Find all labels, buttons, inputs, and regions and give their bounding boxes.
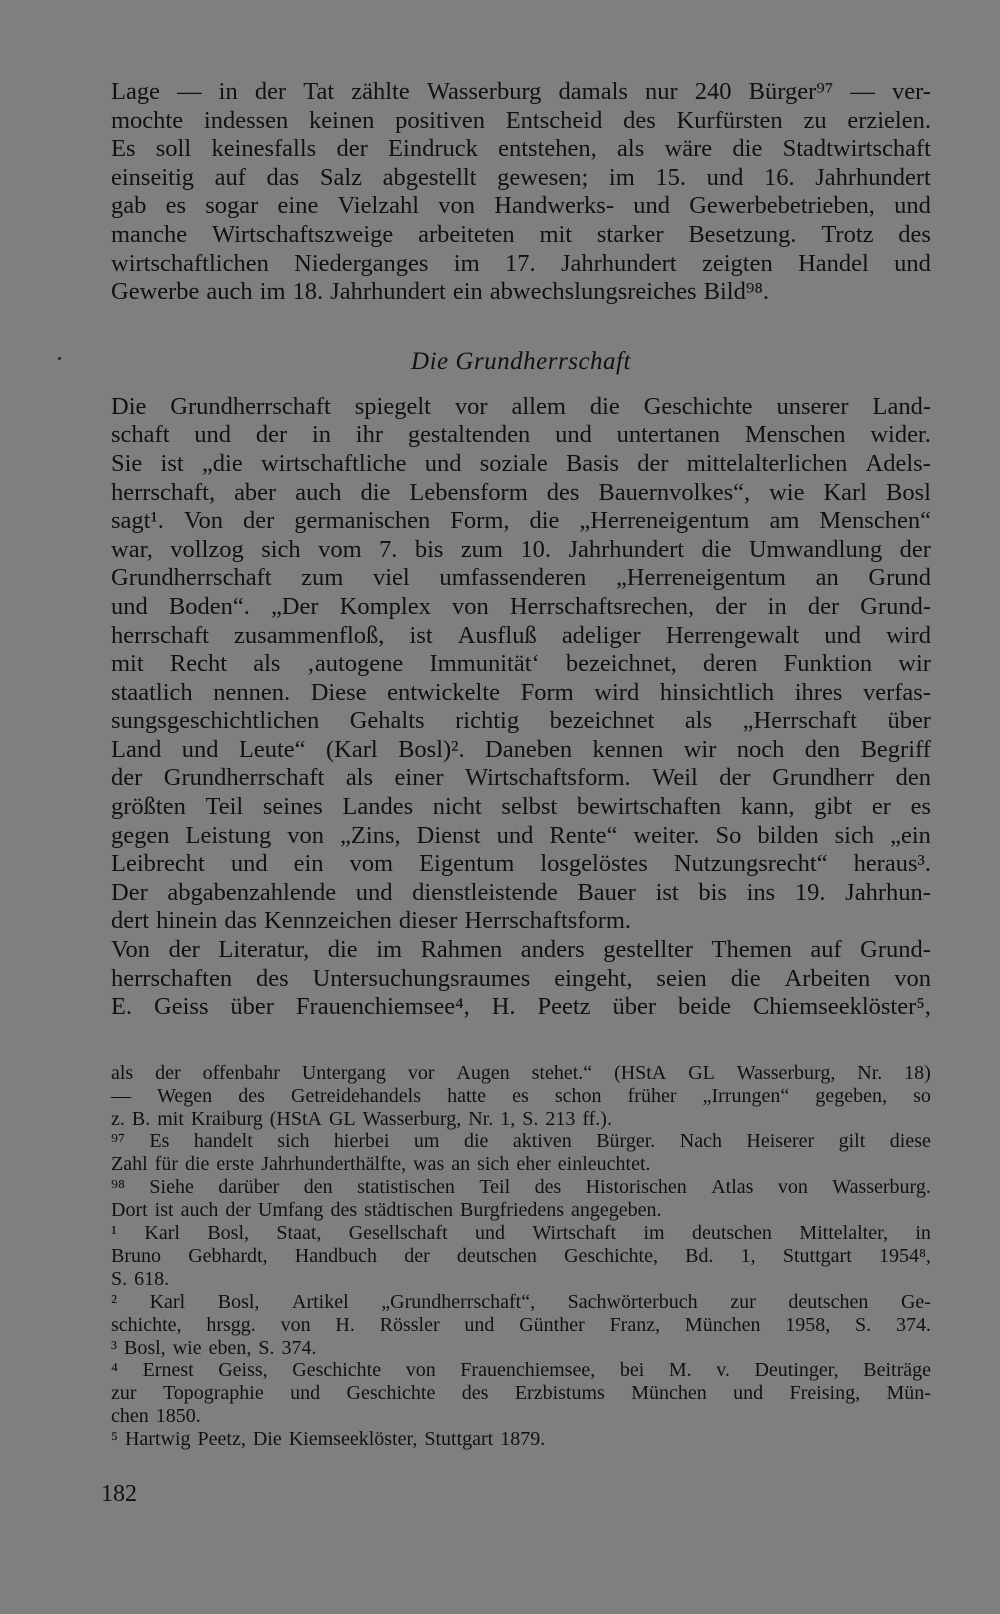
- footnote-line: Zahl für die erste Jahrhunderthälfte, was an sich eher einleuchtet.: [111, 1153, 651, 1176]
- body-line: Land und Leute“ (Karl Bosl)². Daneben kennen wir noch den Begriff: [111, 735, 931, 763]
- page-number: 182: [101, 1481, 137, 1507]
- section-heading: Die Grundherrschaft: [411, 347, 631, 375]
- body-line: Lage — in der Tat zählte Wasserburg damals nur 240 Bürger⁹⁷ — ver-: [111, 78, 931, 105]
- footnote-line: ⁵ Hartwig Peetz, Die Kiemseeklöster, Stuttgart 1879.: [111, 1428, 546, 1451]
- section-paragraph: [111, 393, 931, 1022]
- footnote-line: ² Karl Bosl, Artikel „Grundherrschaft“, Sachwörterbuch zur deutschen Ge-: [111, 1290, 931, 1313]
- body-line: der Grundherrschaft als einer Wirtschaftsform. Weil der Grundherr den: [111, 764, 931, 792]
- footnote-line: — Wegen des Getreidehandels hatte es schon früher „Irrungen“ gegeben, so: [111, 1084, 931, 1107]
- footnote-line: z. B. mit Kraiburg (HStA GL Wasserburg, Nr. 1, S. 213 ff.).: [111, 1107, 612, 1130]
- footnote-line: S. 618.: [111, 1267, 170, 1290]
- body-line: Von der Literatur, die im Rahmen anders gestellter Themen auf Grund-: [111, 936, 931, 964]
- footnote-line: schichte, hrsgg. von H. Rössler und Günther Franz, München 1958, S. 374.: [111, 1313, 931, 1336]
- footnote-line: Dort ist auch der Umfang des städtischen Burgfriedens angegeben.: [111, 1199, 662, 1222]
- body-line: staatlich nennen. Diese entwickelte Form wird hinsichtlich ihres verfas-: [111, 678, 931, 706]
- footnotes: [111, 1062, 931, 1451]
- body-line: gab es sogar eine Vielzahl von Handwerks- und Gewerbebetrieben, und: [111, 192, 931, 220]
- body-line: größten Teil seines Landes nicht selbst bewirtschaften kann, gibt er es: [111, 793, 931, 821]
- footnote-line: ⁴ Ernest Geiss, Geschichte von Frauenchiemsee, bei M. v. Deutinger, Beiträge: [111, 1359, 931, 1382]
- body-line: Sie ist „die wirtschaftliche und soziale Basis der mittelalterlichen Adels-: [111, 449, 931, 477]
- body-line: mit Recht als ‚autogene Immunität‘ bezeichnet, deren Funktion wir: [111, 650, 931, 678]
- body-line: wirtschaftlichen Niederganges im 17. Jahrhundert zeigten Handel und: [111, 249, 931, 277]
- body-line: gegen Leistung von „Zins, Dienst und Rente“ weiter. So bilden sich „ein: [111, 821, 931, 849]
- body-line: manche Wirtschaftszweige arbeiteten mit starker Besetzung. Trotz des: [111, 220, 931, 248]
- page-content: [111, 78, 931, 1451]
- body-line: herrschaft zusammenfloß, ist Ausfluß adeliger Herrengewalt und wird: [111, 621, 931, 649]
- footnote-line: ³ Bosl, wie eben, S. 374.: [111, 1336, 317, 1359]
- body-line: und Boden“. „Der Komplex von Herrschaftsrechen, der in der Grund-: [111, 592, 931, 620]
- body-line: sagt¹. Von der germanischen Form, die „Herreneigentum am Menschen“: [111, 507, 931, 535]
- footnote-line: chen 1850.: [111, 1405, 201, 1428]
- intro-paragraph: [111, 78, 931, 307]
- body-line: Der abgabenzahlende und dienstleistende Bauer ist bis ins 19. Jahrhun-: [111, 878, 931, 906]
- body-line: Grundherrschaft zum viel umfassenderen „Herreneigentum an Grund: [111, 564, 931, 592]
- body-line: herrschaft, aber auch die Lebensform des Bauernvolkes“, wie Karl Bosl: [111, 478, 931, 506]
- body-line: schaft und der in ihr gestaltenden und untertanen Menschen wider.: [111, 421, 931, 449]
- body-line: sungsgeschichtlichen Gehalts richtig bezeichnet als „Herrschaft über: [111, 707, 931, 735]
- body-line: einseitig auf das Salz abgestellt gewesen; im 15. und 16. Jahrhundert: [111, 163, 931, 191]
- footnote-line: ⁹⁷ Es handelt sich hierbei um die aktiven Bürger. Nach Heiserer gilt diese: [111, 1130, 931, 1153]
- body-line: mochte indessen keinen positiven Entscheid des Kurfürsten zu erzielen.: [111, 106, 931, 134]
- body-line: dert hinein das Kennzeichen dieser Herrschaftsform.: [111, 907, 632, 935]
- body-line: Es soll keinesfalls der Eindruck entstehen, als wäre die Stadtwirtschaft: [111, 135, 931, 163]
- body-line: war, vollzog sich vom 7. bis zum 10. Jahrhundert die Umwandlung der: [111, 535, 931, 563]
- footnote-line: Bruno Gebhardt, Handbuch der deutschen Geschichte, Bd. 1, Stuttgart 1954⁸,: [111, 1244, 931, 1267]
- body-line: Leibrecht und ein vom Eigentum losgelöstes Nutzungsrecht“ heraus³.: [111, 850, 931, 878]
- footnote-line: ¹ Karl Bosl, Staat, Gesellschaft und Wirtschaft im deutschen Mittelalter, in: [111, 1222, 931, 1245]
- scan-speck: [58, 357, 61, 360]
- footnote-line: zur Topographie und Geschichte des Erzbistums München und Freising, Mün-: [111, 1382, 931, 1405]
- footnote-line: als der offenbahr Untergang vor Augen stehet.“ (HStA GL Wasserburg, Nr. 18): [111, 1061, 931, 1084]
- body-line: Die Grundherrschaft spiegelt vor allem die Geschichte unserer Land-: [111, 392, 931, 420]
- body-line: herrschaften des Untersuchungsraumes eingeht, seien die Arbeiten von: [111, 964, 931, 992]
- body-line: Gewerbe auch im 18. Jahrhundert ein abwechslungsreiches Bild⁹⁸.: [111, 278, 770, 306]
- body-line: E. Geiss über Frauenchiemsee⁴, H. Peetz über beide Chiemseeklöster⁵,: [111, 993, 931, 1021]
- footnote-line: ⁹⁸ Siehe darüber den statistischen Teil des Historischen Atlas von Wasserburg.: [111, 1176, 931, 1199]
